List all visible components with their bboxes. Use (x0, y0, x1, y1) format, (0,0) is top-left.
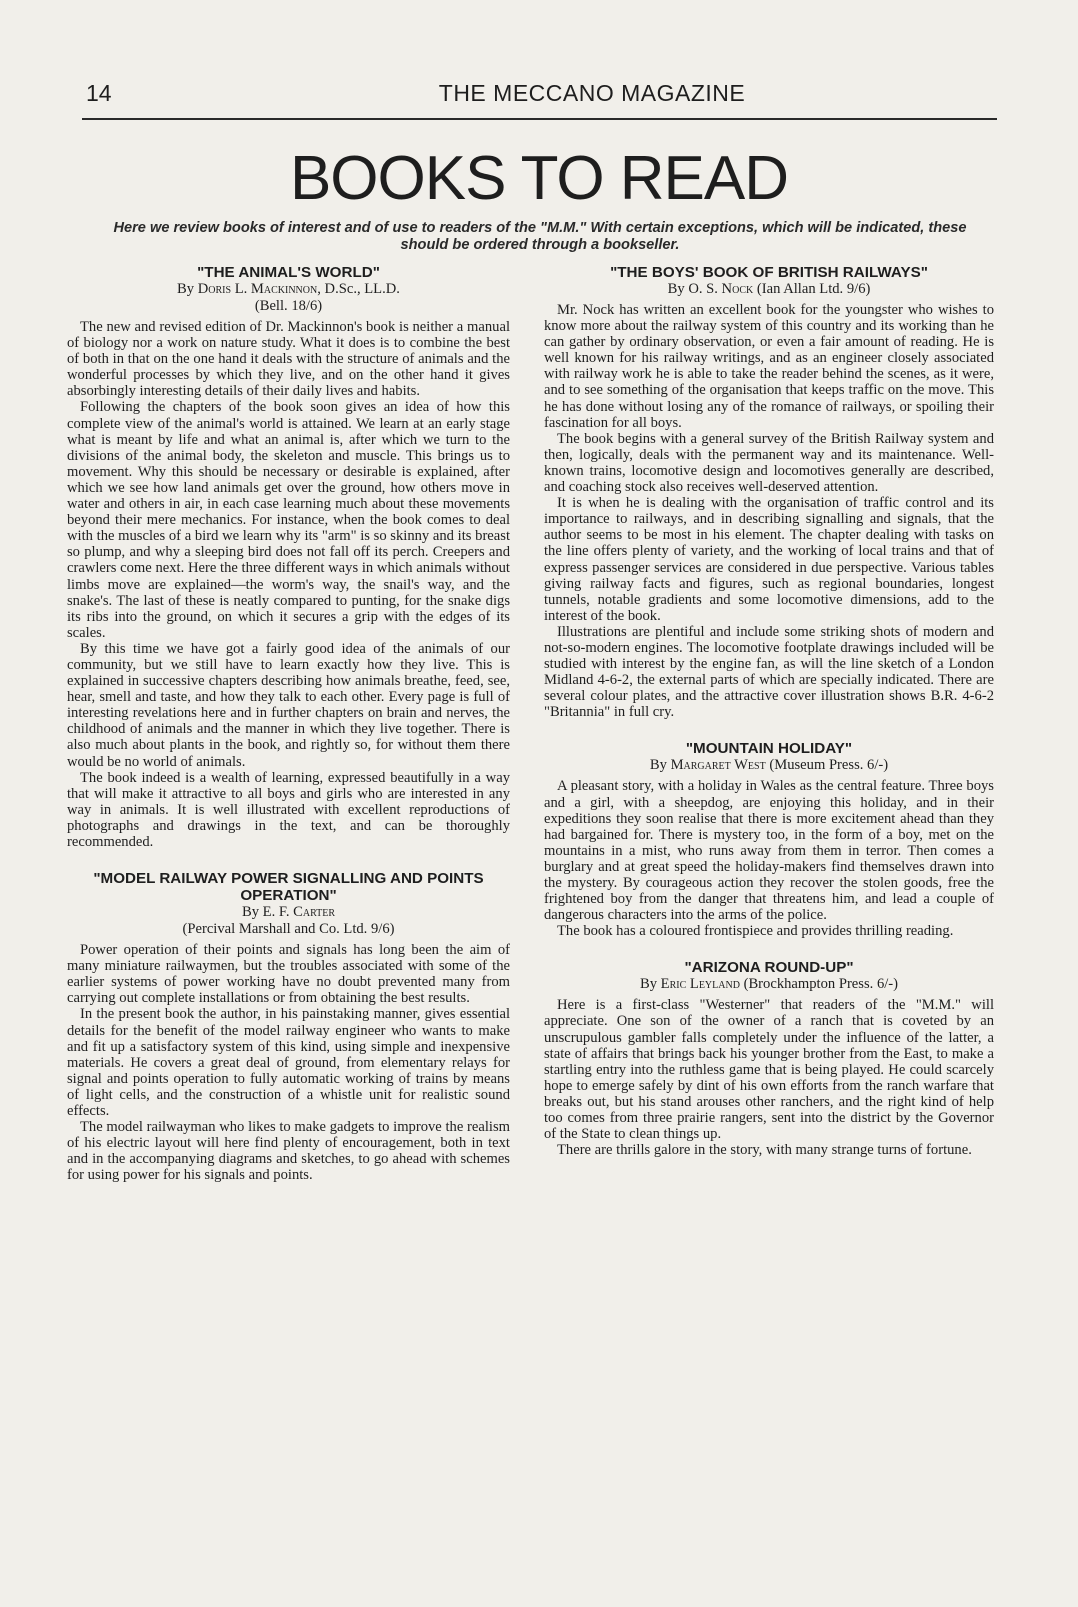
review-paragraph: Power operation of their points and signals has long been the aim of many miniature railwaymen, but the troubles associated with some of the earlier systems of power working have no doubt prevented many from carrying out complete installations or from obtaining the best results. (67, 942, 510, 1007)
review-author: Eric Leyland (660, 976, 740, 993)
review-body (544, 302, 994, 720)
review-paragraph: Mr. Nock has written an excellent book for the youngster who wishes to know more about the railway system of this country and its working than he can gather by ordinary observation, or even a fair amount of reading. He is well known for his railway writings, and as an engineer closely associated with railway work he is able to take the reader behind the scenes, as it were, and to see something of the organisation that keeps traffic on the move. This he has done without losing any of the romance of railways, or spoiling their fascination for all boys. (544, 302, 994, 431)
review-paragraph: Following the chapters of the book soon gives an idea of how this complete view of the animal's world is attained. We learn at an early stage what is meant by life and what an animal is, after which we turn to the divisions of the animal body, the skeleton and muscle. This brings us to movement. Why this should be necessary or desirable is explained, after which we see how land animals get over the ground, how others move in water and others in air, in each case learning much about these movements beyond their mere mechanics. For instance, when the book comes to deal with the muscles of a bird we learn why its "arm" is so skinny and its breast so plump, and why a sleeping bird does not fall off its perch. Creepers and crawlers come next. Here the three different ways in which animals without limbs move are explained—the worm's way, the snail's way, and the snake's. The last of these is neatly compared to punting, for the snake digs its ribs into the ground, on which it secures a grip with the edges of its scales. (67, 399, 510, 641)
review-paragraph: Illustrations are plentiful and include some striking shots of modern and not-so-modern engines. The locomotive footplate drawings included will be studied with interest by the engine fan, as will the line sketch of a London Midland 4-6-2, the external parts of which are specially indicated. There are several colour plates, and the attractive cover illustration shows B.R. 4-6-2 "Britannia" in full cry. (544, 623, 994, 721)
running-title: THE MECCANO MAGAZINE (438, 80, 746, 106)
review-byline: By Doris L. Mackinnon, D.Sc., LL.D. (177, 281, 400, 297)
review-title: "MODEL RAILWAY POWER SIGNALLING AND POINTS OPERATION" (93, 870, 484, 905)
review-publisher: (Percival Marshall and Co. Ltd. 9/6) (182, 921, 395, 938)
review-body (544, 778, 994, 939)
review-model-railway-signalling (67, 870, 510, 1183)
review-byline: By O. S. Nock (Ian Allan Ltd. 9/6) (667, 281, 871, 297)
page-title: BOOKS TO READ (289, 144, 789, 213)
review-paragraph: The book has a coloured frontispiece and provides thrilling reading. (557, 923, 954, 940)
left-column (67, 264, 510, 1194)
review-paragraph: The book begins with a general survey of the British Railway system and then, logically, deals with the permanent way and its maintenance. Well-known trains, locomotive design and locomotives generally are described, and coaching stock also receives well-deserved attention. (544, 430, 994, 496)
review-paragraph: A pleasant story, with a holiday in Wales as the central feature. Three boys and a girl, with a sheepdog, are enjoying this holiday, and in their expeditions they soon realise that there is more excitement ahead than they had bargained for. There is mystery too, in the form of a boy, met on the mountains in a mist, who runs away from them in terror. Then comes a burglary and at great speed the holiday-makers find themselves drawn into the mystery. By courageous action they recover the stolen goods, free the frightened boy from the danger that threatens him, and lead a couple of dangerous characters into the arms of the police. (544, 778, 994, 924)
review-byline: By Margaret West (Museum Press. 6/-) (649, 757, 889, 774)
review-author: E. F. Carter (262, 904, 336, 921)
review-author: Margaret West (670, 757, 766, 774)
review-byline: By E. F. Carter (241, 904, 336, 921)
review-title: "ARIZONA ROUND-UP" (684, 959, 854, 977)
review-author: O. S. Nock (688, 281, 754, 297)
page-header (82, 78, 997, 120)
review-body (67, 319, 510, 850)
intro-text: Here we review books of interest and of use to readers of the "M.M." With certain exceptions, which will be indicated, these should be ordered through a bookseller. (113, 220, 967, 253)
right-column (544, 264, 994, 1168)
review-paragraph: Here is a first-class "Westerner" that readers of the "M.M." will appreciate. One son of the owner of a ranch that is coveted by an unscrupulous gambler falls completely under the influence of the latter, a state of affairs that brings back his younger brother from the East, to make a startling entry into the ruthless game that is being played. He could scarcely hope to emerge safely by dint of his own efforts from the ranch warfare that breaks out, but his stand arouses other ranchers, and the right kind of help too comes from three prairie rangers, sent into the district by the Governor of the State to clean things up. (544, 997, 994, 1143)
review-paragraph: The new and revised edition of Dr. Mackinnon's book is neither a manual of biology nor a work on nature study. What it does is to combine the best of both in that on the one hand it deals with the structure of animals and the wonderful processes by which they live, and on the other hand it gives absorbingly interesting details of their daily lives and habits. (67, 319, 510, 400)
review-british-railways (544, 264, 994, 720)
review-paragraph: In the present book the author, in his painstaking manner, gives essential details for the benefit of the model railway engineer who wants to make and fit up a satisfactory system of this kind, using simple and inexpensive materials. He covers a great deal of ground, from elementary relays for signal and points operation to fully automatic working of trains by means of light cells, and the construction of a whistle unit for realistic sound effects. (67, 1006, 510, 1120)
review-arizona-round-up (544, 959, 994, 1158)
review-body (544, 997, 994, 1158)
review-byline: By Eric Leyland (Brockhampton Press. 6/-) (639, 976, 899, 993)
review-publisher: (Bell. 18/6) (254, 298, 323, 314)
review-paragraph: The model railwayman who likes to make gadgets to improve the realism of his electric layout will here find plenty of encouragement, both in text and in the accompanying diagrams and sketches, to go ahead with schemes for using power for his signals and points. (67, 1119, 510, 1184)
review-animals-world (67, 264, 510, 850)
review-author: Doris L. Mackinnon (197, 281, 318, 297)
review-mountain-holiday (544, 740, 994, 939)
review-paragraph: There are thrills galore in the story, with many strange turns of fortune. (557, 1142, 972, 1159)
page-number: 14 (86, 80, 112, 106)
review-paragraph: It is when he is dealing with the organisation of traffic control and its importance to railways, and in describing signalling and signals, that the author seems to be most in his element. The chapter dealing with tasks on the line offers plenty of variety, and the working of local trains and that of express passenger services are considered in due perspective. Various tables giving railway facts and figures, such as regional boundaries, longest tunnels, notable gradients and some locomotive dimensions, add to the interest of the book. (544, 495, 994, 624)
review-title: "MOUNTAIN HOLIDAY" (685, 740, 853, 758)
review-title: "THE ANIMAL'S WORLD" (197, 264, 380, 281)
review-body (67, 942, 510, 1183)
review-paragraph: By this time we have got a fairly good idea of the animals of our community, but we still have to learn exactly how they live. This is explained in successive chapters describing how animals breathe, feed, see, hear, smell and taste, and how they talk to each other. Every page is full of interesting revelations here and in further chapters on brain and nerves, the childhood of animals and the manner in which they live together. There is also much about plants in the book, and rightly so, for without them there would be no world of animals. (67, 640, 510, 770)
review-title: "THE BOYS' BOOK OF BRITISH RAILWAYS" (610, 264, 928, 281)
review-paragraph: The book indeed is a wealth of learning, expressed beautifully in a way that will make it attractive to all boys and girls who are interested in any way in animals. It is well illustrated with excellent reproductions of photographs and drawings in the text, and can be thoroughly recommended. (67, 769, 510, 850)
